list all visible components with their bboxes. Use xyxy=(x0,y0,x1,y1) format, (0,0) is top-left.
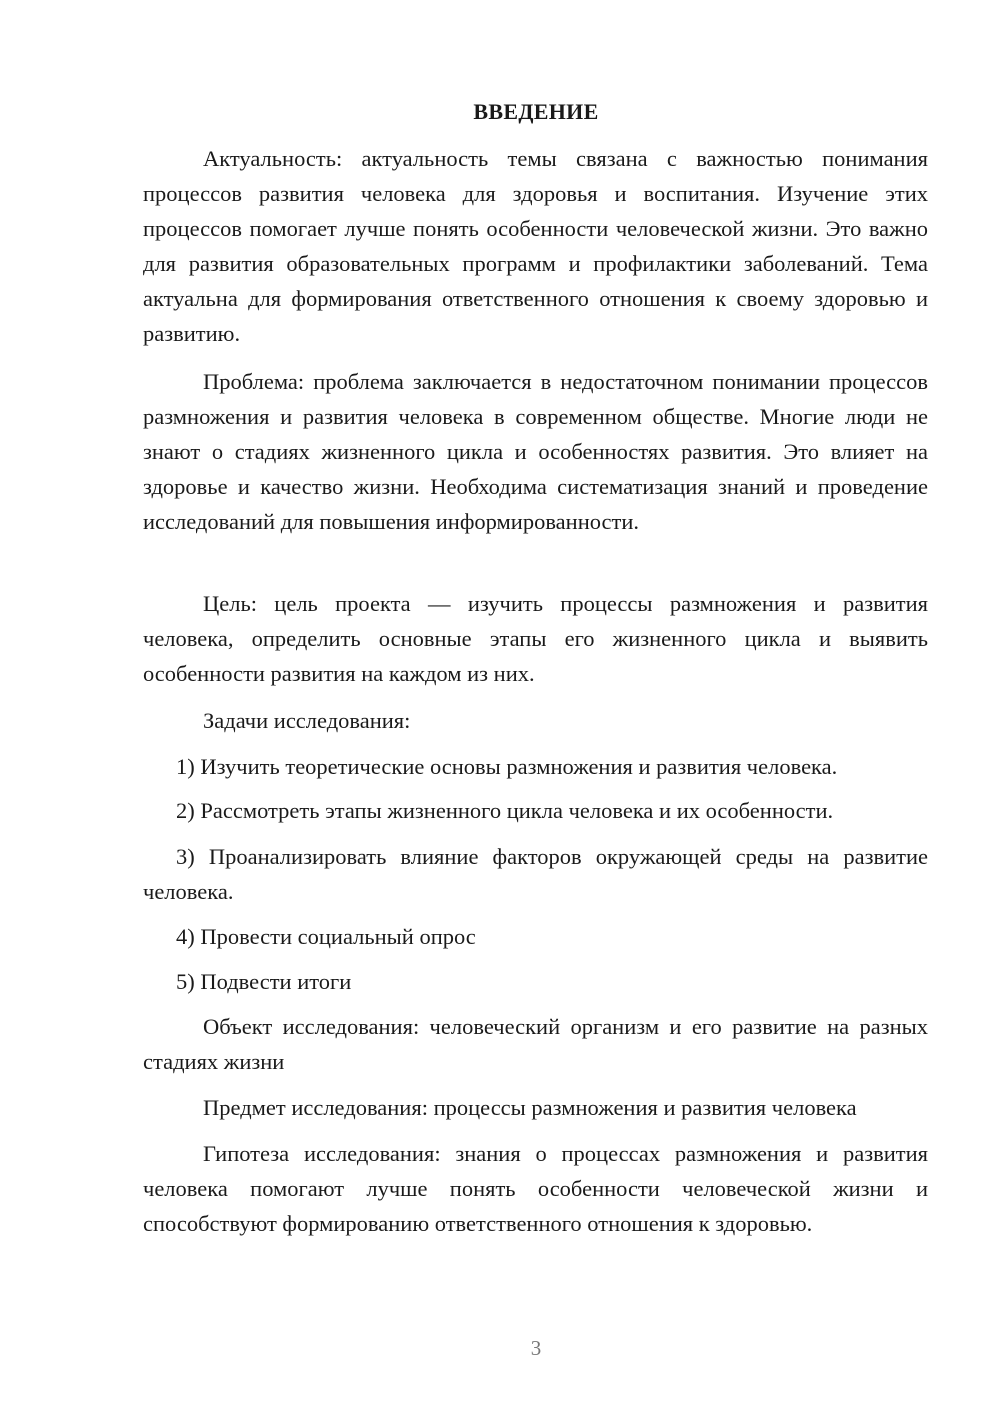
subject-paragraph: Предмет исследования: процессы размножения и развития человека xyxy=(203,1095,857,1120)
task-item-1: 1) Изучить теоретические основы размножения и развития человека. xyxy=(176,754,838,779)
hypothesis-paragraph: Гипотеза исследования: знания о процессах размножения и развития человека помогают лучше понять особенности человеческой жизни и способствуют формированию ответственного отношения к здоровью. xyxy=(143,1141,928,1236)
task-item-5: 5) Подвести итоги xyxy=(176,969,352,994)
page-title: ВВЕДЕНИЕ xyxy=(473,99,599,124)
task-item-2: 2) Рассмотреть этапы жизненного цикла человека и их особенности. xyxy=(176,798,834,823)
task-item-4: 4) Провести социальный опрос xyxy=(176,924,476,949)
task-item-3: 3) Проанализировать влияние факторов окружающей среды на развитие человека. xyxy=(143,844,928,904)
object-paragraph: Объект исследования: человеческий организм и его развитие на разных стадиях жизни xyxy=(143,1014,928,1074)
goal-paragraph: Цель: цель проекта — изучить процессы размножения и развития человека, определить основные этапы его жизненного цикла и выявить особенности развития на каждом из них. xyxy=(143,591,928,686)
tasks-heading: Задачи исследования: xyxy=(203,708,411,733)
relevance-paragraph: Актуальность: актуальность темы связана с важностью понимания процессов развития человека для здоровья и воспитания. Изучение этих процессов помогает лучше понять особенности человеческой жизни. Это важно для развития образовательных программ и профилактики заболеваний. Тема актуальна для формирования ответственного отношения к своему здоровью и развитию. xyxy=(143,146,928,346)
problem-paragraph: Проблема: проблема заключается в недостаточном понимании процессов размножения и развития человека в современном обществе. Многие люди не знают о стадиях жизненного цикла и особенностях развития. Это влияет на здоровье и качество жизни. Необходима систематизация знаний и проведение исследований для повышения информированности. xyxy=(143,369,928,534)
page-number: 3 xyxy=(530,1336,542,1360)
